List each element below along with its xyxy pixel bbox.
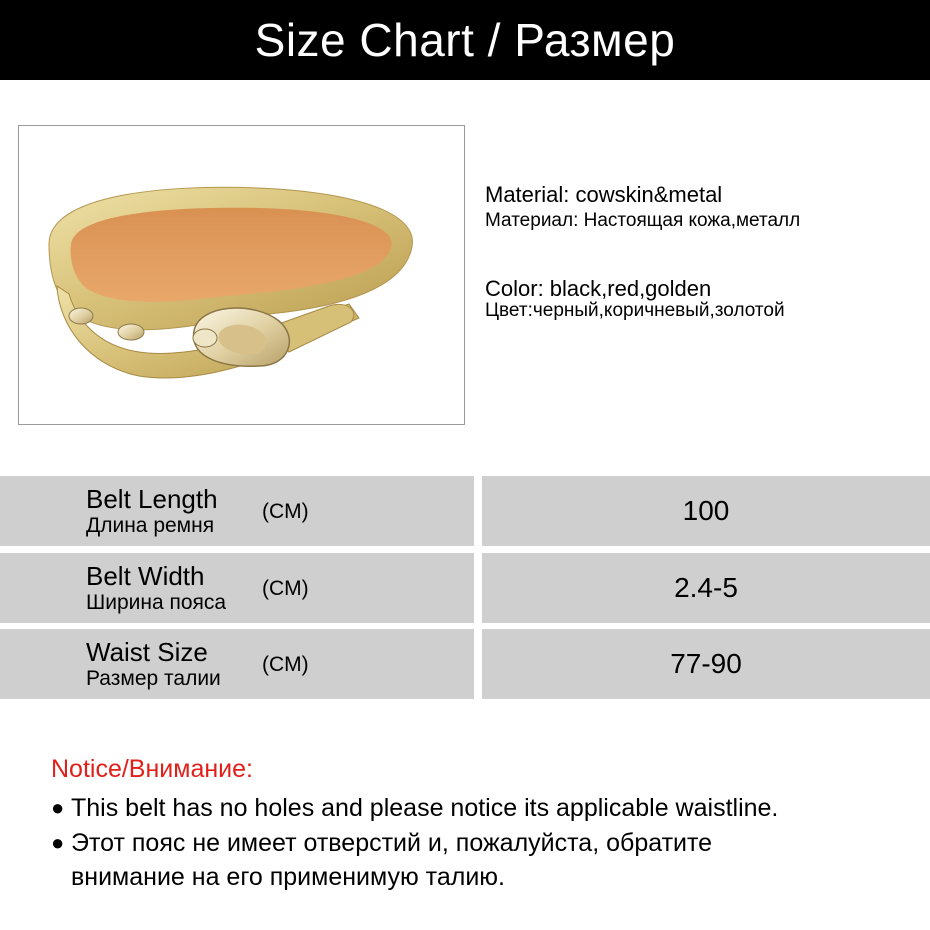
page-title: Size Chart / Размер [254,14,676,66]
size-label-cell [0,476,474,546]
belt-illustration [19,126,464,424]
size-label-en: Waist Size [86,637,208,667]
size-value: 100 [682,495,730,526]
size-value: 2.4-5 [674,572,738,603]
size-value-cell [482,553,930,623]
size-value-cell [482,476,930,546]
size-label-ru: Длина ремня [86,514,215,537]
size-unit: (CM) [262,500,309,523]
size-unit: (CM) [262,577,309,600]
size-label-cell [0,553,474,623]
notice-title: Notice/Внимание: [51,755,253,783]
title-banner [0,0,930,80]
size-row-waist-size [0,629,930,699]
product-photo [18,125,465,425]
notice-text: внимание на его применимую талию. [71,863,505,891]
bullet-icon: ● [51,830,65,855]
color-en: Color: black,red,golden [485,276,712,301]
size-unit: (CM) [262,653,309,676]
material-ru: Материал: Настоящая кожа,металл [485,210,801,231]
size-row-belt-length [0,476,930,546]
notice-text: Этот пояс не имеет отверстий и, пожалуйста, обратите [71,829,713,857]
size-label-en: Belt Width [86,561,205,591]
bullet-icon: ● [51,795,65,820]
notice-text: This belt has no holes and please notice its applicable waistline. [71,794,779,822]
material-en: Material: cowskin&metal [485,182,723,207]
color-ru: Цвет:черный,коричневый,золотой [485,300,785,321]
size-value-cell [482,629,930,699]
size-label-ru: Размер талии [86,667,221,690]
size-label-ru: Ширина пояса [86,591,227,614]
size-row-belt-width [0,553,930,623]
size-value: 77-90 [670,648,742,679]
size-label-cell [0,629,474,699]
size-label-en: Belt Length [86,484,218,514]
